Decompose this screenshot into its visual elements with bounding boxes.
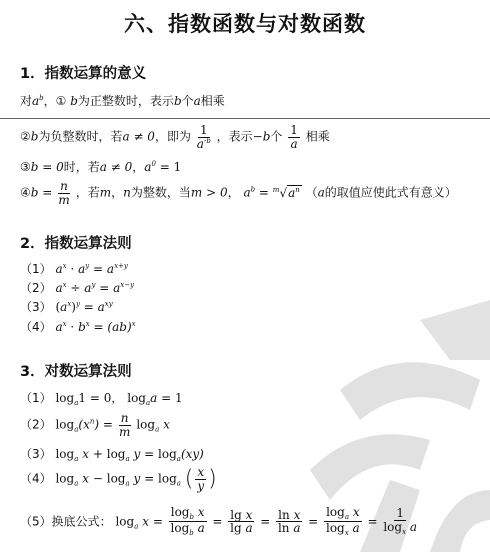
- frac-den-exp: -b: [203, 136, 211, 145]
- text: 为负整数时，若: [38, 129, 123, 144]
- math-a: a: [55, 320, 63, 334]
- math-base: a: [155, 425, 160, 434]
- math-a: a: [245, 521, 253, 536]
- frac-num: n: [60, 179, 68, 193]
- math-base: a: [74, 455, 79, 463]
- math-exp: y: [85, 262, 90, 270]
- math-y: y: [133, 471, 141, 486]
- math-log: log: [136, 417, 156, 432]
- math-a: a: [55, 262, 63, 276]
- math-x: x: [197, 505, 205, 519]
- frac-lg: lg: [230, 507, 242, 522]
- math-a: a: [144, 160, 152, 174]
- math-eq: = 1: [161, 391, 183, 405]
- text: ，: [111, 185, 124, 200]
- math-x: (x: [78, 417, 90, 432]
- math-exp: b: [39, 94, 44, 102]
- math-base: a: [74, 399, 79, 407]
- math-a: a: [78, 262, 86, 276]
- text: （: [305, 185, 318, 200]
- item-number: （2）: [20, 417, 52, 432]
- math-b: b =: [30, 185, 53, 200]
- fraction: [195, 466, 206, 492]
- math-paren: ): [94, 417, 100, 432]
- math-op: −: [92, 471, 103, 486]
- fraction: [119, 412, 131, 438]
- frac-den: y: [197, 478, 205, 493]
- frac-den: a: [196, 136, 204, 151]
- item-number: （3）: [20, 447, 52, 461]
- math-a: a: [60, 300, 68, 314]
- s3-rule-5: [20, 506, 419, 538]
- frac-lg: lg: [230, 521, 242, 536]
- math-neg-b: −b: [252, 129, 271, 144]
- math-a: a: [113, 281, 121, 295]
- math-b: b: [78, 320, 86, 334]
- text: 相乘: [305, 129, 330, 144]
- math-a: a: [32, 94, 40, 108]
- radical: $^m√a^n$: [272, 185, 300, 200]
- fraction: [276, 509, 302, 535]
- math-log: log: [55, 447, 75, 461]
- math-a: a: [197, 521, 205, 536]
- math-a: a: [352, 521, 360, 536]
- math-log: log: [106, 447, 126, 461]
- root-index: m: [272, 185, 280, 194]
- math-base: a: [74, 479, 79, 488]
- math-base: b: [189, 513, 194, 521]
- math-eq: =: [144, 447, 155, 461]
- s2-rule-4: [20, 318, 136, 335]
- math-a: a: [317, 185, 325, 200]
- math-exp: x: [131, 320, 136, 328]
- text: 个: [270, 129, 283, 144]
- fraction: [58, 180, 70, 206]
- math-eq: =: [99, 281, 110, 295]
- math-eq: =: [212, 514, 223, 529]
- text: 时，若: [63, 160, 100, 174]
- text: ，: [132, 160, 145, 174]
- math-exp: x: [85, 320, 90, 328]
- text: ④: [20, 185, 31, 200]
- root-exp: n: [295, 185, 300, 194]
- math-exp: x−y: [120, 281, 135, 289]
- s3-rule-2: [20, 412, 170, 438]
- s3-rule-1: [20, 389, 183, 407]
- frac-num: 1: [396, 506, 404, 521]
- math-b: b: [30, 129, 39, 144]
- math-a: a: [84, 281, 92, 295]
- frac-num: x: [197, 465, 205, 479]
- s1-line-2: [20, 124, 330, 150]
- math-a: a: [150, 391, 158, 405]
- math-b: b: [173, 94, 182, 108]
- frac-log: log: [325, 521, 345, 536]
- frac-ln: ln: [277, 521, 290, 536]
- math-base: a: [176, 455, 181, 463]
- math-base: a: [344, 513, 349, 521]
- frac-ln: ln: [278, 507, 290, 522]
- fraction: [324, 506, 362, 538]
- math-base: a: [125, 455, 130, 463]
- math-cond: a ≠ 0: [122, 129, 155, 144]
- math-a: a: [55, 281, 63, 295]
- text: ，即为: [154, 129, 191, 144]
- math-x: x: [82, 447, 90, 461]
- math-log: log: [158, 471, 177, 486]
- s3-rule-3: [20, 445, 204, 463]
- math-eq: =: [83, 300, 94, 314]
- math-x: x: [82, 471, 90, 486]
- math-eq: =: [258, 185, 269, 200]
- math-exp: b: [250, 185, 256, 194]
- frac-log: log: [383, 519, 403, 534]
- math-one: 1: [78, 391, 87, 405]
- s2-rule-3: [20, 298, 113, 315]
- math-eq: =: [308, 514, 319, 529]
- text: ，若: [75, 185, 100, 200]
- math-eq: = 1: [159, 160, 182, 174]
- math-eq: = 0: [89, 391, 112, 405]
- item-number: （1）: [20, 262, 52, 276]
- math-base: b: [189, 529, 194, 538]
- math-a: a: [409, 519, 418, 534]
- math-exp: xy: [104, 300, 113, 308]
- math-cond: b = 0: [30, 160, 64, 174]
- s1-line-1: [20, 92, 225, 109]
- math-paren: (: [55, 300, 61, 314]
- math-a: a: [243, 185, 251, 200]
- text: 相乘: [200, 94, 225, 108]
- frac-den: m: [118, 424, 131, 439]
- section-heading-2: 2．指数运算法则: [20, 236, 132, 252]
- math-eq: =: [144, 471, 155, 486]
- text: 为整数，当: [130, 185, 191, 200]
- math-op: +: [92, 447, 103, 461]
- math-base: x: [402, 527, 407, 536]
- item-number: （2）: [20, 281, 52, 295]
- math-a: a: [293, 521, 301, 536]
- math-exp: y: [75, 300, 80, 308]
- text: ，: [111, 391, 124, 405]
- s3-rule-4: [20, 466, 217, 492]
- fraction: [228, 509, 254, 535]
- math-eq: =: [367, 514, 378, 529]
- s1-line-4: [20, 180, 457, 206]
- math-y: y: [133, 447, 141, 461]
- math-paren: ): [71, 300, 76, 314]
- math-eq: =: [93, 262, 104, 276]
- text: 个: [181, 94, 194, 108]
- fraction: [383, 507, 417, 536]
- text: ，表示: [216, 129, 253, 144]
- math-eq: =: [93, 320, 104, 334]
- item-number: （5）换底公式：: [20, 514, 112, 529]
- text: ，①: [43, 94, 71, 108]
- math-n: n: [123, 185, 131, 200]
- math-base: a: [176, 479, 181, 488]
- text: ③: [20, 160, 31, 174]
- math-log: log: [55, 391, 75, 405]
- frac-den: a: [290, 136, 298, 151]
- text: 对: [20, 94, 33, 108]
- math-eq: =: [102, 417, 113, 432]
- math-base: a: [134, 522, 139, 531]
- item-number: （3）: [20, 300, 52, 314]
- fraction: [288, 124, 300, 150]
- math-log: log: [55, 417, 75, 432]
- math-cond: m > 0: [190, 185, 228, 200]
- frac-log: log: [326, 505, 345, 519]
- math-xy: (xy): [180, 447, 204, 461]
- fraction: [197, 124, 211, 150]
- math-exp: x: [62, 281, 67, 289]
- math-exp: 0: [151, 160, 156, 168]
- s2-rule-1: [20, 260, 128, 277]
- math-log: log: [127, 391, 146, 405]
- math-a: a: [106, 262, 115, 276]
- math-base: a: [74, 425, 79, 434]
- math-op: ·: [70, 262, 75, 276]
- math-base: x: [344, 529, 349, 538]
- math-log: log: [115, 514, 135, 529]
- text: ②: [20, 129, 31, 144]
- math-x: x: [142, 514, 150, 529]
- math-x: x: [352, 505, 360, 519]
- math-x: x: [163, 417, 170, 432]
- frac-log: log: [170, 521, 190, 536]
- right-paren: ): [208, 466, 217, 492]
- section-heading-1: 1．指数运算的意义: [20, 66, 147, 82]
- page-title: 六、指数函数与对数函数: [124, 12, 366, 36]
- left-paren: (: [184, 466, 194, 492]
- s1-line-3: [20, 158, 181, 175]
- item-number: （1）: [20, 391, 52, 405]
- text: 的取值应使此式有意义）: [324, 185, 457, 200]
- math-x: x: [293, 507, 301, 522]
- math-log: log: [55, 471, 75, 486]
- math-exp: x: [67, 300, 72, 308]
- math-eq: =: [152, 514, 163, 529]
- math-exp: x+y: [114, 262, 128, 270]
- math-cond: a ≠ 0: [99, 160, 133, 174]
- frac-num: n: [120, 411, 129, 425]
- text: 为正整数时，表示: [77, 94, 174, 108]
- frac-log: log: [170, 505, 190, 519]
- math-a: a: [97, 300, 105, 314]
- divider: [0, 118, 490, 119]
- fraction: [169, 506, 207, 538]
- math-exp: x: [62, 262, 67, 270]
- math-log: log: [158, 447, 177, 461]
- math-op: ·: [70, 320, 75, 334]
- math-base: a: [125, 479, 130, 488]
- root-base: a: [288, 185, 296, 200]
- frac-num: 1: [199, 123, 208, 137]
- section-heading-3: 3．对数运算法则: [20, 364, 132, 380]
- text: ，: [227, 185, 240, 200]
- math-a: a: [193, 94, 201, 108]
- item-number: （4）: [20, 320, 52, 334]
- math-exp: y: [91, 281, 96, 289]
- math-b: b: [70, 94, 78, 108]
- math-ab: (ab): [107, 320, 132, 334]
- math-x: x: [245, 507, 253, 522]
- math-exp: x: [62, 320, 67, 328]
- math-m: m: [99, 185, 112, 200]
- frac-den: m: [58, 192, 70, 207]
- s2-rule-2: [20, 279, 134, 296]
- math-log: log: [106, 471, 126, 486]
- math-op: ÷: [70, 281, 81, 295]
- math-base: a: [145, 399, 151, 407]
- frac-num: 1: [290, 123, 298, 137]
- item-number: （4）: [20, 471, 52, 486]
- math-exp: n: [89, 417, 95, 426]
- math-eq: =: [260, 514, 271, 529]
